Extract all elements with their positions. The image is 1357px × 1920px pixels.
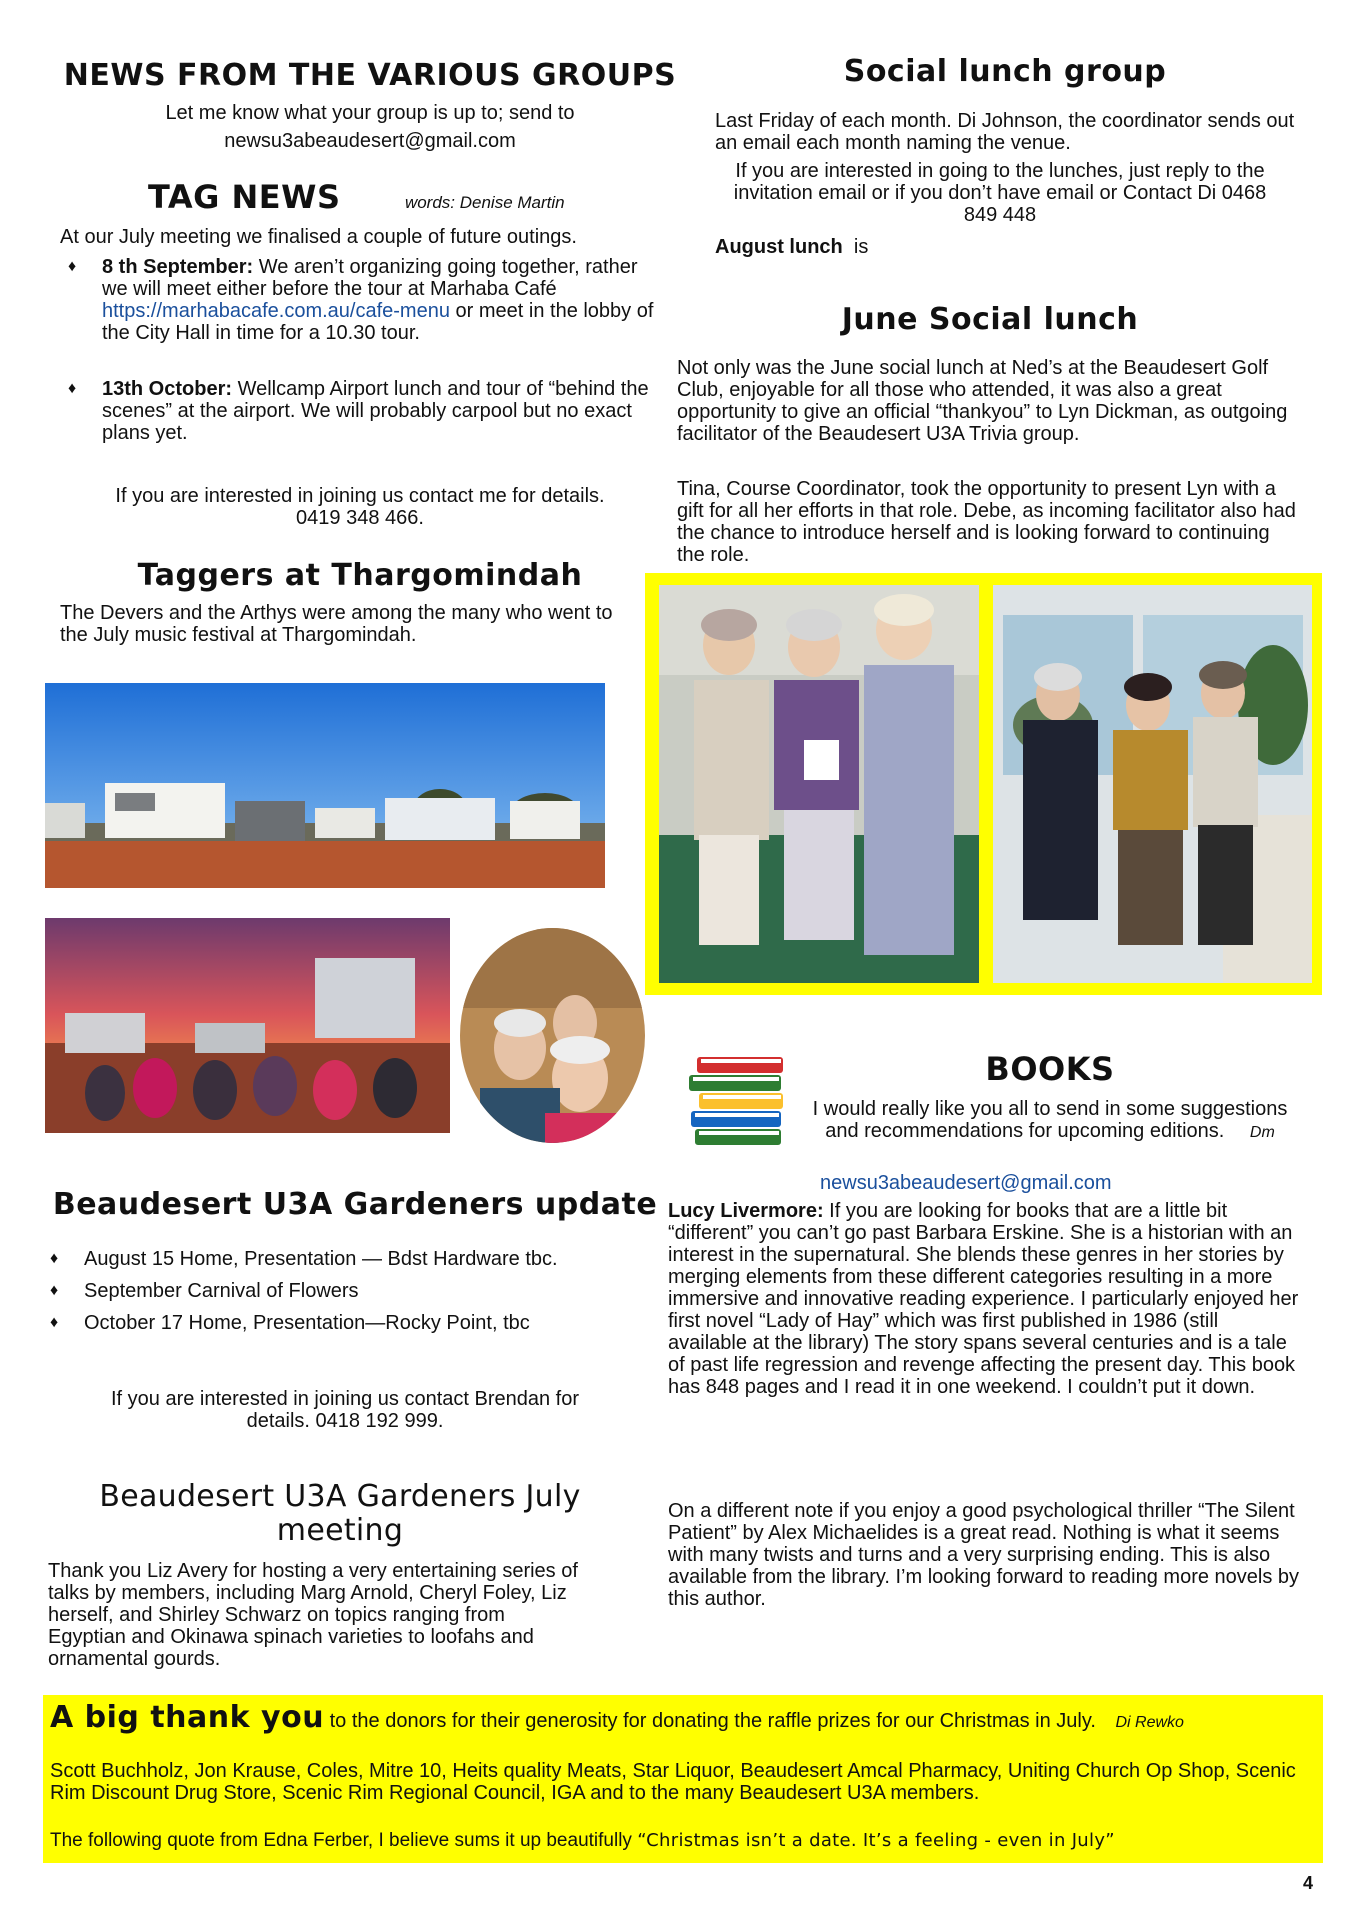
list-item: ♦ 13th October: Wellcamp Airport lunch and tour of “behind the scenes” at the airport. We will probably carpool but no exact plans yet. [68,378,649,444]
books-review2: On a different note if you enjoy a good psychological thriller “The Silent Patient” by Alex Michaelides is a great read. Nothing is what it seems with many twists and turns and a very surprising ending. This is also available from the library. I’m looking forward to reading more novels by this author. [668,1500,1300,1610]
diamond-bullet-icon: ♦ [50,1250,59,1267]
edna-ferber-quote: “Christmas isn’t a date. It’s a feeling - even in July” [637,1830,1115,1851]
list-item: ♦ October 17 Home, Presentation—Rocky Point, tbc [50,1312,530,1334]
three-women-photo [659,585,979,983]
gardeners-contact: If you are interested in joining us contact Brendan for details. 0418 192 999. [110,1388,580,1432]
august-lunch: August lunch is [715,236,869,258]
taggers-text: The Devers and the Arthys were among the many who went to the July music festival at Thargomindah. [60,602,613,646]
quote-line: The following quote from Edna Ferber, I believe sums it up beautifully “Christmas isn’t a date. It’s a feeling - even in July” [50,1830,1115,1851]
diamond-bullet-icon: ♦ [50,1282,59,1299]
diamond-bullet-icon: ♦ [50,1314,59,1331]
june-lunch-para1: Not only was the June social lunch at Ned’s at the Beaudesert Golf Club, enjoyable for all those who attended, it was also a great opportunity to give an official “thankyou” to Lyn Dickman, as outgoing facilitator of the Beaudesert U3A Trivia group. [677,357,1288,445]
news-groups-heading: NEWS FROM THE VARIOUS GROUPS [63,58,677,93]
books-intro: I would really like you all to send in some suggestions and recommendations for upcoming editions. Dm [812,1098,1288,1142]
thank-you-line: A big thank you to the donors for their generosity for donating the raffle prizes for our Christmas in July. Di Rewko [50,1700,1184,1735]
june-lunch-para2: Tina, Course Coordinator, took the opportunity to present Lyn with a gift for all her efforts in that role. Debe, as incoming facilitator also had the chance to introduce herself and is looking forward to continuing the role. [677,478,1296,566]
tag-news-contact: If you are interested in joining us contact me for details. 0419 348 466. [115,485,605,529]
big-thank-you: A big thank you [50,1700,325,1735]
books-email[interactable]: newsu3abeaudesert@gmail.com [820,1172,1112,1194]
gardeners-july-text: Thank you Liz Avery for hosting a very entertaining series of talks by members, including Marg Arnold, Cheryl Foley, Liz herself, and Shirley Schwarz on topics ranging from Egyptian and Okinawa spinach varieties to loofahs and ornamental gourds. [48,1560,578,1670]
campfire-sunset-photo [45,918,450,1133]
tag-news-byline: words: Denise Martin [404,193,565,212]
social-lunch-heading: Social lunch group [843,54,1167,89]
gardeners-heading: Beaudesert U3A Gardeners update [52,1187,658,1222]
list-item: ♦ September Carnival of Flowers [50,1280,359,1302]
marhaba-cafe-link[interactable]: https://marhabacafe.com.au/cafe-menu [102,300,450,322]
tag-news-header [148,178,648,216]
donors-list: Scott Buchholz, Jon Krause, Coles, Mitre 10, Heits quality Meats, Star Liquor, Beaudesert Amcal Pharmacy, Uniting Church Op Shop, Scenic Rim Discount Drug Store, Scenic Rim Regional Council, IGA and to the many Beaudesert U3A members. [50,1760,1296,1804]
taggers-heading: Taggers at Thargomindah [137,558,583,593]
diamond-bullet-icon: ♦ [68,380,77,397]
gardeners-july-heading: Beaudesert U3A Gardeners July meeting [99,1479,581,1548]
page-number: 4 [1303,1873,1314,1893]
social-lunch-line2: If you are interested in going to the lunches, just reply to the invitation email or if you don’t have email or Contact Di 0468 849 448 [733,160,1267,226]
news-email: newsu3abeaudesert@gmail.com [224,130,516,152]
gardeners-list [42,1248,602,1334]
june-lunch-heading: June Social lunch [841,302,1139,337]
thank-you-sign: Di Rewko [1115,1714,1184,1731]
list-item: ♦ 8 th September: We aren’t organizing going together, rather we will meet either before the tour at Marhaba Café https://marhabacafe.com.au/cafe-menu or meet in the lobby of the City Hall in time for a 10.30 tour. [68,256,654,344]
books-review1: Lucy Livermore: If you are looking for books that are a little bit “different” you can’t go past Barbara Erskine. She is a historian with an interest in the supernatural. She blends these genres in her stories by merging elements from these different categories resulting in a more immersive and innovative reading experience. I particularly enjoyed her first novel “Lady of Hay” which was first published in 1986 (still available at the library) The story spans several centuries and is a tale of past life regression and revenge affecting the present day. This book has 848 pages and I read it in one weekend. I couldn’t put it down. [668,1200,1299,1398]
list-item: ♦ August 15 Home, Presentation — Bdst Hardware tbc. [50,1248,558,1270]
tag-news-heading: TAG NEWS [148,178,341,216]
tag-news-list [60,256,655,444]
books-heading: BOOKS [985,1050,1115,1088]
books-stack-icon [685,1053,797,1151]
social-lunch-line1: Last Friday of each month. Di Johnson, the coordinator sends out an email each month naming the venue. [715,110,1295,154]
tag-news-intro: At our July meeting we finalised a couple of future outings. [60,226,577,248]
diamond-bullet-icon: ♦ [68,258,77,275]
news-groups-intro: Let me know what your group is up to; send to newsu3abeaudesert@gmail.com [60,102,680,152]
campsite-photo [45,683,605,888]
group-women-oval-photo [460,928,645,1143]
three-women-window-photo [993,585,1312,983]
